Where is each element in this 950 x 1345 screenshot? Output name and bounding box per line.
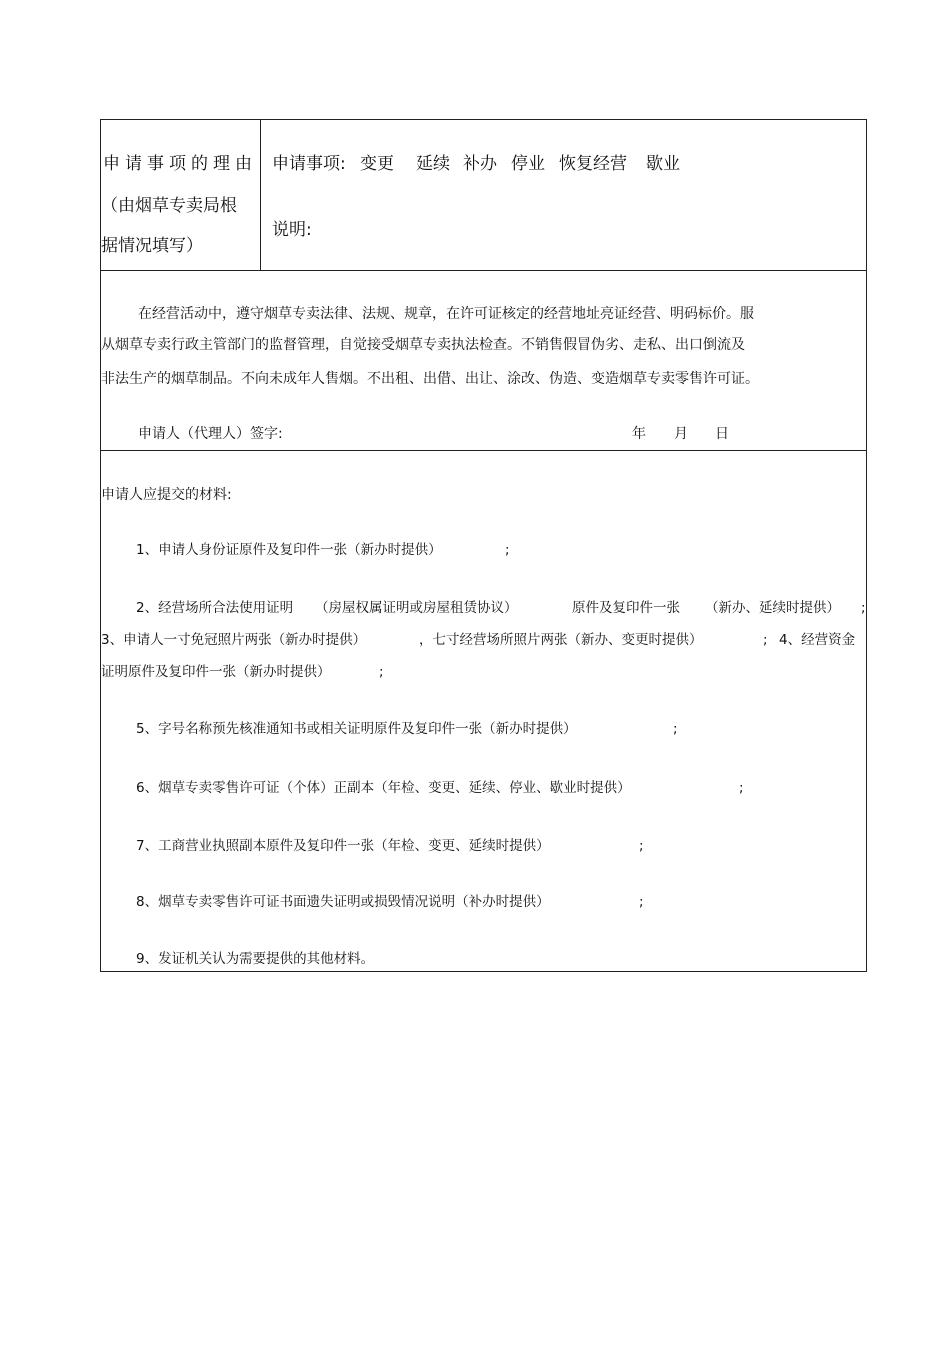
material-item-8: 8、烟草专卖零售许可证书面遗失证明或损毁情况说明（补办时提供）	[136, 894, 550, 910]
option-close: 歇业	[646, 154, 680, 174]
material-item-9: 9、发证机关认为需要提供的其他材料。	[136, 951, 375, 967]
material-item-4-end: ;	[379, 664, 384, 680]
material-item-7-end: ;	[639, 838, 644, 854]
material-item-1-end: ;	[505, 542, 510, 558]
materials-row	[101, 450, 866, 971]
material-item-2-copy: 原件及复印件一张	[572, 600, 680, 616]
material-item-6-end: ;	[739, 780, 744, 796]
material-item-1: 1、申请人身份证原件及复印件一张（新办时提供）	[136, 542, 442, 558]
reason-label-line2: （由烟草专卖局根	[101, 196, 237, 216]
material-item-3-photos: ，七寸经营场所照片两张（新办、变更时提供）	[419, 632, 703, 648]
option-suspend: 停业	[511, 154, 545, 174]
matter-label: 申请事项:	[272, 154, 346, 174]
material-item-3: 3、申请人一寸免冠照片两张（新办时提供）	[101, 632, 367, 648]
signature-label: 申请人（代理人）签字:	[138, 426, 283, 442]
pledge-line3: 非法生产的烟草制品。不向未成年人售烟。不出租、出借、出让、涂改、伪造、变造烟草专卖零售许可证。	[101, 371, 759, 387]
option-change: 变更	[360, 154, 394, 174]
pledge-row	[101, 270, 866, 450]
material-item-2: 2、经营场所合法使用证明	[136, 600, 294, 616]
option-renew: 延续	[416, 154, 450, 174]
material-item-5-end: ;	[673, 721, 678, 737]
material-item-4-cont: 证明原件及复印件一张（新办时提供）	[101, 664, 331, 680]
material-item-8-end: ;	[639, 894, 644, 910]
option-reissue: 补办	[463, 154, 497, 174]
date-day: 日	[715, 426, 729, 442]
reason-row	[101, 120, 866, 270]
material-item-6: 6、烟草专卖零售许可证（个体）正副本（年检、变更、延续、停业、歇业时提供）	[136, 780, 631, 796]
pledge-line1: 在经营活动中，遵守烟草专卖法律、法规、规章，在许可证核定的经营地址亮证经营、明码标价。服	[138, 306, 754, 322]
date-month: 月	[674, 426, 688, 442]
date-year: 年	[632, 426, 646, 442]
material-item-3-end: ;	[763, 632, 768, 648]
option-resume: 恢复经营	[559, 154, 627, 174]
reason-label-line1: 申请事项的理由	[103, 154, 257, 174]
application-form-table	[100, 119, 867, 972]
material-item-4: 4、经营资金	[779, 632, 856, 648]
explanation-label: 说明:	[272, 220, 312, 240]
material-item-2-end: ;	[861, 600, 866, 616]
pledge-line2: 从烟草专卖行政主管部门的监督管理，自觉接受烟草专卖执法检查。不销售假冒伪劣、走私、出口倒流及	[101, 337, 745, 353]
material-item-7: 7、工商营业执照副本原件及复印件一张（年检、变更、延续时提供）	[136, 838, 550, 854]
material-item-5: 5、字号名称预先核准通知书或相关证明原件及复印件一张（新办时提供）	[136, 721, 577, 737]
material-item-2-when: （新办、延续时提供）	[705, 600, 840, 616]
reason-label-line3: 据情况填写）	[101, 236, 203, 256]
reason-label-cell	[101, 120, 261, 270]
material-item-2-proof: （房屋权属证明或房屋租赁协议）	[315, 600, 518, 616]
materials-title: 申请人应提交的材料:	[101, 487, 232, 503]
